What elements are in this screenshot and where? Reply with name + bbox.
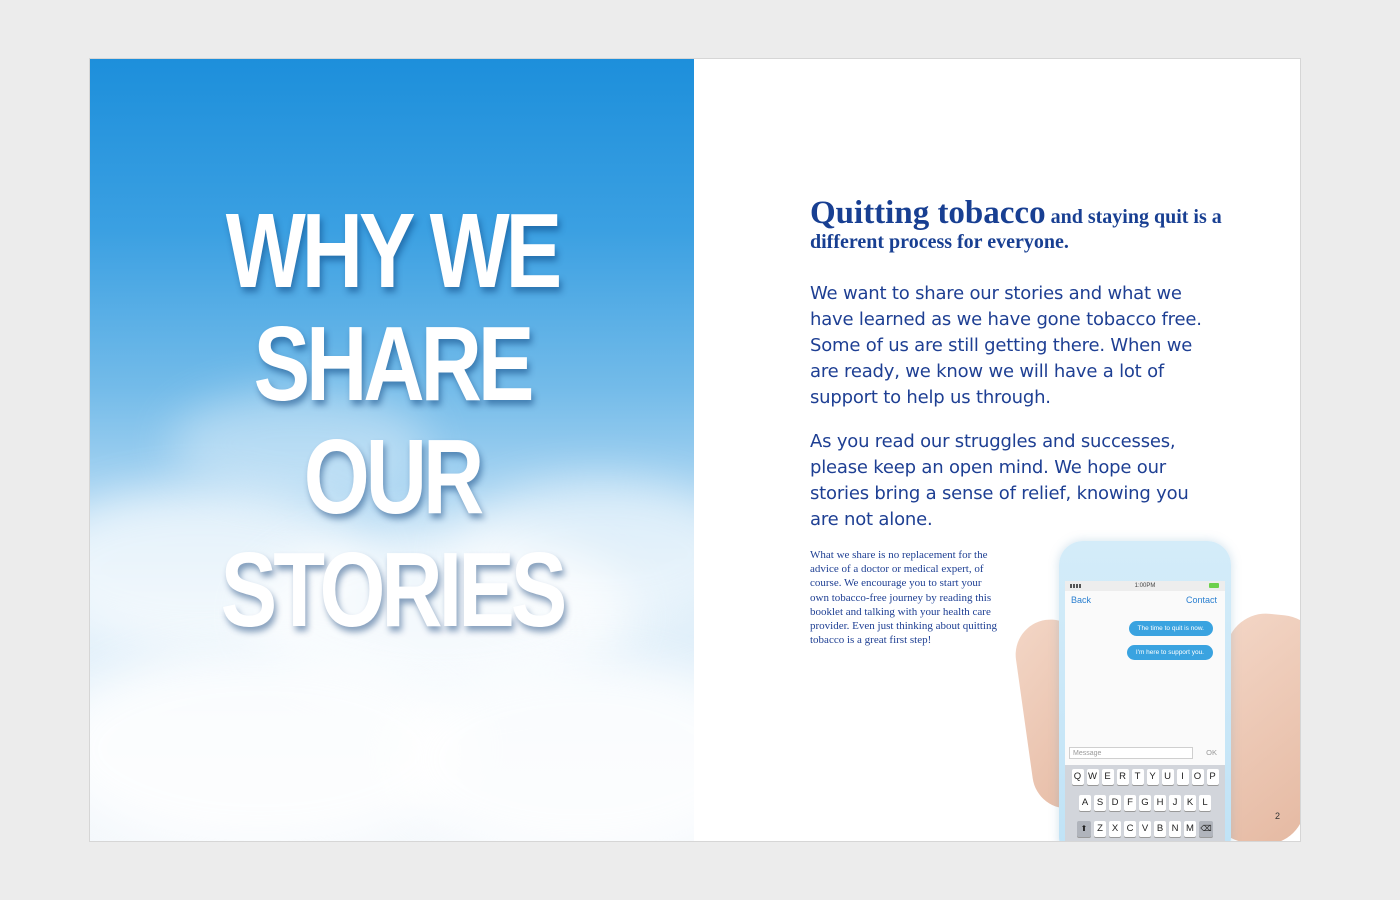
page-number: 2 bbox=[1274, 811, 1280, 821]
key[interactable]: H bbox=[1154, 795, 1166, 811]
title-line: SHARE bbox=[253, 305, 531, 423]
disclaimer-note: What we share is no replacement for the advice of a doctor or medical expert, of course. We encourage you to start your own tobacco-free journey by reading this booklet and talking with your health care provider. Even just thinking about quitting tobacco is a great first step! bbox=[810, 549, 997, 647]
key[interactable]: V bbox=[1139, 821, 1151, 837]
key[interactable]: X bbox=[1109, 821, 1121, 837]
body-paragraph-2: As you read our struggles and successes, please keep an open mind. We hope our stories bring a sense of relief, knowing you are not alone. bbox=[810, 431, 1189, 530]
right-page bbox=[694, 59, 1300, 841]
key[interactable]: T bbox=[1132, 769, 1144, 785]
left-page bbox=[90, 59, 694, 841]
key[interactable]: J bbox=[1169, 795, 1181, 811]
keyboard bbox=[1065, 765, 1225, 841]
key[interactable]: F bbox=[1124, 795, 1136, 811]
body-paragraph-1: We want to share our stories and what we have learned as we have gone tobacco free. Some of us are still getting there. When we are ready, we know we will have a lot of support to help us through. bbox=[810, 283, 1202, 408]
keyboard-row bbox=[1065, 769, 1225, 785]
message-input[interactable]: Message bbox=[1069, 747, 1193, 759]
phone-screen bbox=[1065, 581, 1225, 841]
key[interactable]: I bbox=[1177, 769, 1189, 785]
key[interactable]: Q bbox=[1072, 769, 1084, 785]
key[interactable]: D bbox=[1109, 795, 1121, 811]
back-button[interactable]: Back bbox=[1071, 595, 1092, 605]
key[interactable]: W bbox=[1087, 769, 1099, 785]
heading-lead: Quitting tobacco bbox=[810, 195, 1046, 231]
battery-icon bbox=[1209, 583, 1219, 588]
title-line: OUR bbox=[303, 418, 481, 536]
keyboard-row bbox=[1065, 821, 1225, 837]
cover-title bbox=[150, 192, 633, 649]
title-line: STORIES bbox=[220, 531, 564, 649]
key[interactable]: L bbox=[1199, 795, 1211, 811]
key[interactable]: G bbox=[1139, 795, 1151, 811]
send-ok-button[interactable]: OK bbox=[1206, 748, 1217, 757]
key[interactable]: Z bbox=[1094, 821, 1106, 837]
key[interactable]: N bbox=[1169, 821, 1181, 837]
key[interactable]: E bbox=[1102, 769, 1114, 785]
section-heading bbox=[810, 195, 1230, 255]
booklet-spread bbox=[90, 59, 1300, 841]
key[interactable]: C bbox=[1124, 821, 1136, 837]
heading-rest: and staying quit is a different process for everyone. bbox=[810, 206, 1222, 253]
message-bubble: The time to quit is now. bbox=[1129, 621, 1213, 636]
key[interactable]: R bbox=[1117, 769, 1129, 785]
shift-icon[interactable]: ⬆ bbox=[1077, 821, 1091, 837]
key[interactable]: S bbox=[1094, 795, 1106, 811]
keyboard-row bbox=[1065, 795, 1225, 811]
key[interactable]: Y bbox=[1147, 769, 1159, 785]
key[interactable]: K bbox=[1184, 795, 1196, 811]
message-compose-row bbox=[1065, 747, 1225, 761]
key[interactable]: B bbox=[1154, 821, 1166, 837]
contact-button[interactable]: Contact bbox=[1185, 595, 1217, 605]
key[interactable]: P bbox=[1207, 769, 1219, 785]
signal-icon bbox=[1070, 584, 1082, 588]
key[interactable]: A bbox=[1079, 795, 1091, 811]
phone-illustration bbox=[1059, 541, 1231, 841]
backspace-icon[interactable]: ⌫ bbox=[1199, 821, 1213, 837]
status-time: 1:00PM bbox=[1134, 583, 1156, 589]
title-line: WHY WE bbox=[225, 192, 559, 310]
key[interactable]: U bbox=[1162, 769, 1174, 785]
key[interactable]: O bbox=[1192, 769, 1204, 785]
status-bar bbox=[1065, 581, 1225, 591]
key[interactable]: M bbox=[1184, 821, 1196, 837]
message-bubble: I'm here to support you. bbox=[1127, 645, 1213, 660]
